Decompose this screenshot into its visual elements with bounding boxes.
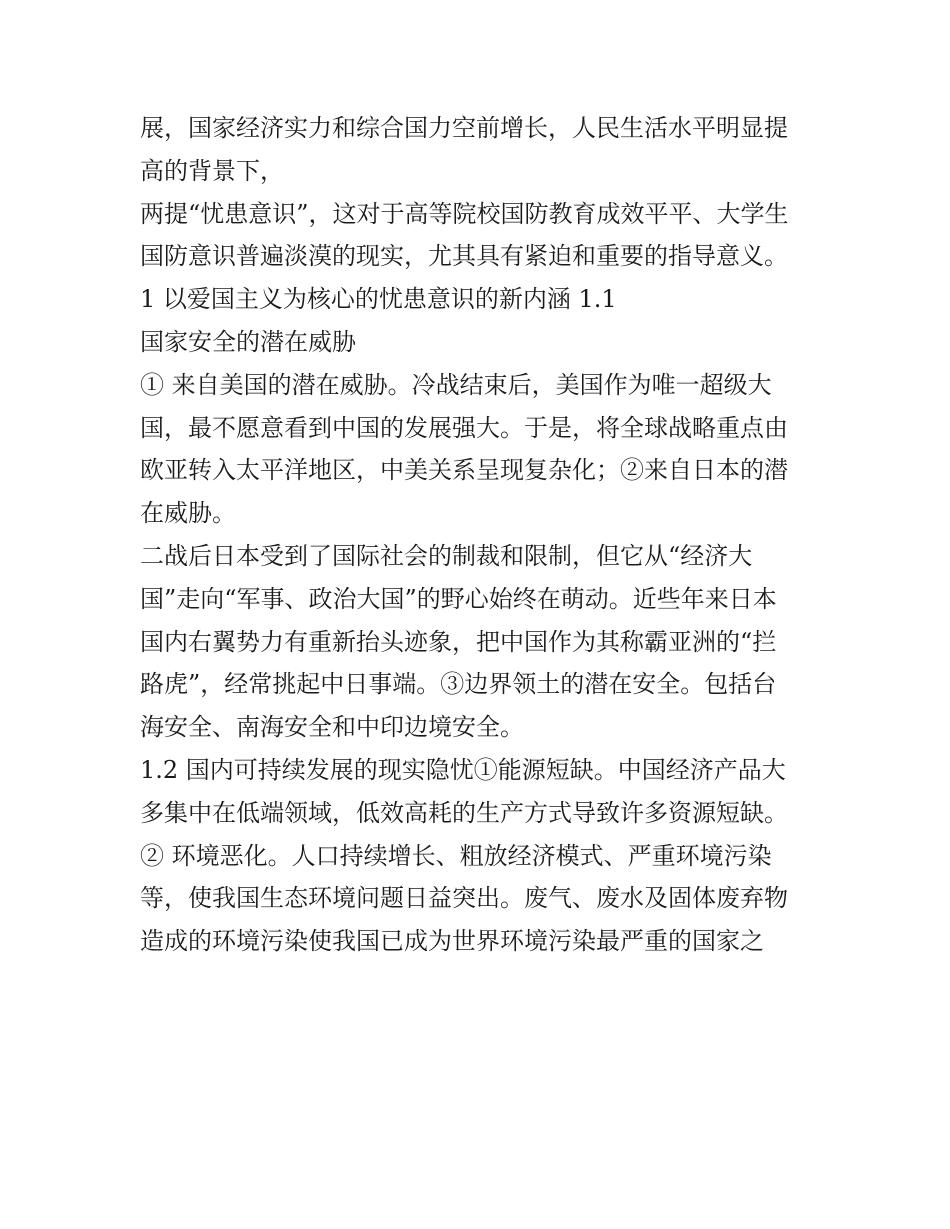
section-heading-line: 1 以爱国主义为核心的忧患意识的新内涵 1.1: [140, 285, 617, 314]
subsection-heading-line: 国家安全的潜在威胁: [140, 327, 356, 356]
text-line: 等，使我国生态环境问题日益突出。废气、废水及固体废弃物: [140, 884, 788, 913]
text-line: ② 环境恶化。人口持续增长、粗放经济模式、严重环境污染: [140, 841, 772, 870]
text-line: 国内右翼势力有重新抬头迹象，把中国作为其称霸亚洲的“拦: [140, 627, 777, 656]
text-line: 路虎”，经常挑起中日事端。③边界领土的潜在安全。包括台: [140, 670, 777, 699]
body-text: [140, 107, 820, 963]
text-line: 高的背景下，: [140, 156, 284, 185]
text-line: 国，最不愿意看到中国的发展强大。于是，将全球战略重点由: [140, 413, 788, 442]
text-line: 多集中在低端领域，低效高耗的生产方式导致许多资源短缺。: [140, 798, 788, 827]
text-line: 欧亚转入太平洋地区，中美关系呈现复杂化；②来自日本的潜: [140, 456, 788, 485]
text-line: 造成的环境污染使我国已成为世界环境污染最严重的国家之: [140, 927, 764, 956]
text-line: 国”走向“军事、政治大国”的野心始终在萌动。近些年来日本: [140, 584, 777, 613]
text-line: 展，国家经济实力和综合国力空前增长，人民生活水平明显提: [140, 114, 788, 142]
text-line: 二战后日本受到了国际社会的制裁和限制，但它从“经济大: [140, 541, 753, 570]
text-line: 海安全、南海安全和中印边境安全。: [140, 713, 524, 742]
text-line: 在威胁。: [140, 499, 236, 528]
text-line: 两提“忧患意识”，这对于高等院校国防教育成效平平、大学生: [140, 199, 789, 228]
text-line: ① 来自美国的潜在威胁。冷战结束后，美国作为唯一超级大: [140, 370, 772, 399]
text-line: 国防意识普遍淡漠的现实，尤其具有紧迫和重要的指导意义。: [140, 242, 788, 271]
subsection-heading-line: 1.2 国内可持续发展的现实隐忧①能源短缺。中国经济产品大: [140, 755, 786, 784]
